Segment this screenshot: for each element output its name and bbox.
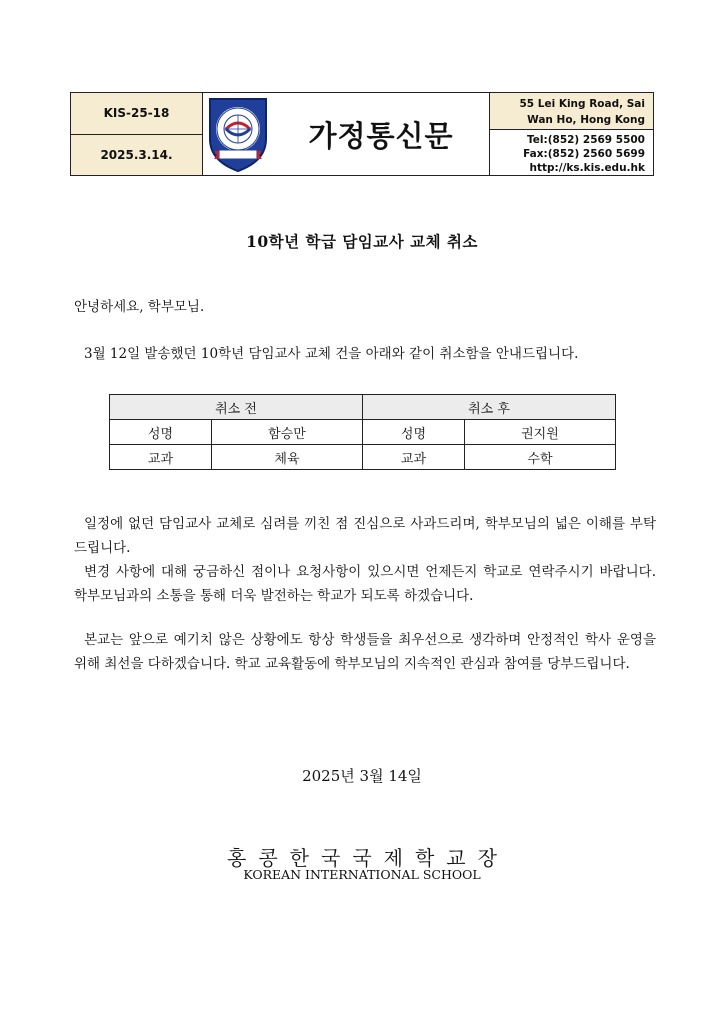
after-header: 취소 후 xyxy=(362,395,615,420)
teacher-change-table xyxy=(109,394,616,470)
apology-paragraph: 일정에 없던 담임교사 교체로 심려를 끼친 점 진심으로 사과드리며, 학부모님의 넓은 이해를 부탁드립니다. xyxy=(74,516,656,556)
letter-date: 2025년 3월 14일 xyxy=(302,767,422,785)
letterhead xyxy=(70,92,654,176)
closing-paragraph: 본교는 앞으로 예기치 않은 상황에도 항상 학생들을 최우선으로 생각하며 안정적인 학사 운영을 위해 최선을 다하겠습니다. 학교 교육활동에 학부모님의 지속적인 관심과 참여를 당부드립니다. xyxy=(74,632,656,672)
table-cell: 수학 xyxy=(464,445,615,470)
table-cell: 성명 xyxy=(110,420,212,445)
table-cell: 함승만 xyxy=(211,420,362,445)
doc-date: 2025.3.14. xyxy=(71,134,202,176)
table-cell: 권지원 xyxy=(464,420,615,445)
school-name-english: KOREAN INTERNATIONAL SCHOOL xyxy=(243,867,481,882)
table-cell: 교과 xyxy=(362,445,464,470)
notice-title: 10학년 학급 담임교사 교체 취소 xyxy=(246,232,478,251)
address-line-2: Wan Ho, Hong Kong xyxy=(527,114,645,126)
table-row xyxy=(110,445,616,470)
before-header: 취소 전 xyxy=(110,395,363,420)
contact-info xyxy=(490,130,653,175)
address-line-1: 55 Lei King Road, Sai xyxy=(519,98,645,110)
table-header-row xyxy=(110,395,616,420)
table-cell: 성명 xyxy=(362,420,464,445)
doc-number: KIS-25-18 xyxy=(71,93,202,134)
table-row xyxy=(110,420,616,445)
website-link[interactable]: http://ks.kis.edu.hk xyxy=(529,162,645,174)
contact-paragraph: 변경 사항에 대해 궁금하신 점이나 요청사항이 있으시면 언제든지 학교로 연락주시기 바랍니다. 학부모님과의 소통을 통해 더욱 발전하는 학교가 되도록 하겠습니다. xyxy=(74,564,656,604)
fax: Fax:(852) 2560 5699 xyxy=(523,148,645,160)
school-crest-icon xyxy=(203,93,273,175)
school-name-korean: 홍콩한국국제학교장 xyxy=(227,846,509,870)
document-type-title: 가정통신문 xyxy=(308,118,454,153)
tel: Tel:(852) 2569 5500 xyxy=(527,134,645,146)
greeting: 안녕하세요, 학부모님. xyxy=(74,299,205,315)
table-cell: 교과 xyxy=(110,445,212,470)
doc-info xyxy=(71,93,203,175)
school-contact xyxy=(489,93,653,175)
intro-paragraph: 3월 12일 발송했던 10학년 담임교사 교체 건을 아래와 같이 취소함을 안내드립니다. xyxy=(84,346,579,362)
school-address xyxy=(490,93,653,130)
table-cell: 체육 xyxy=(211,445,362,470)
